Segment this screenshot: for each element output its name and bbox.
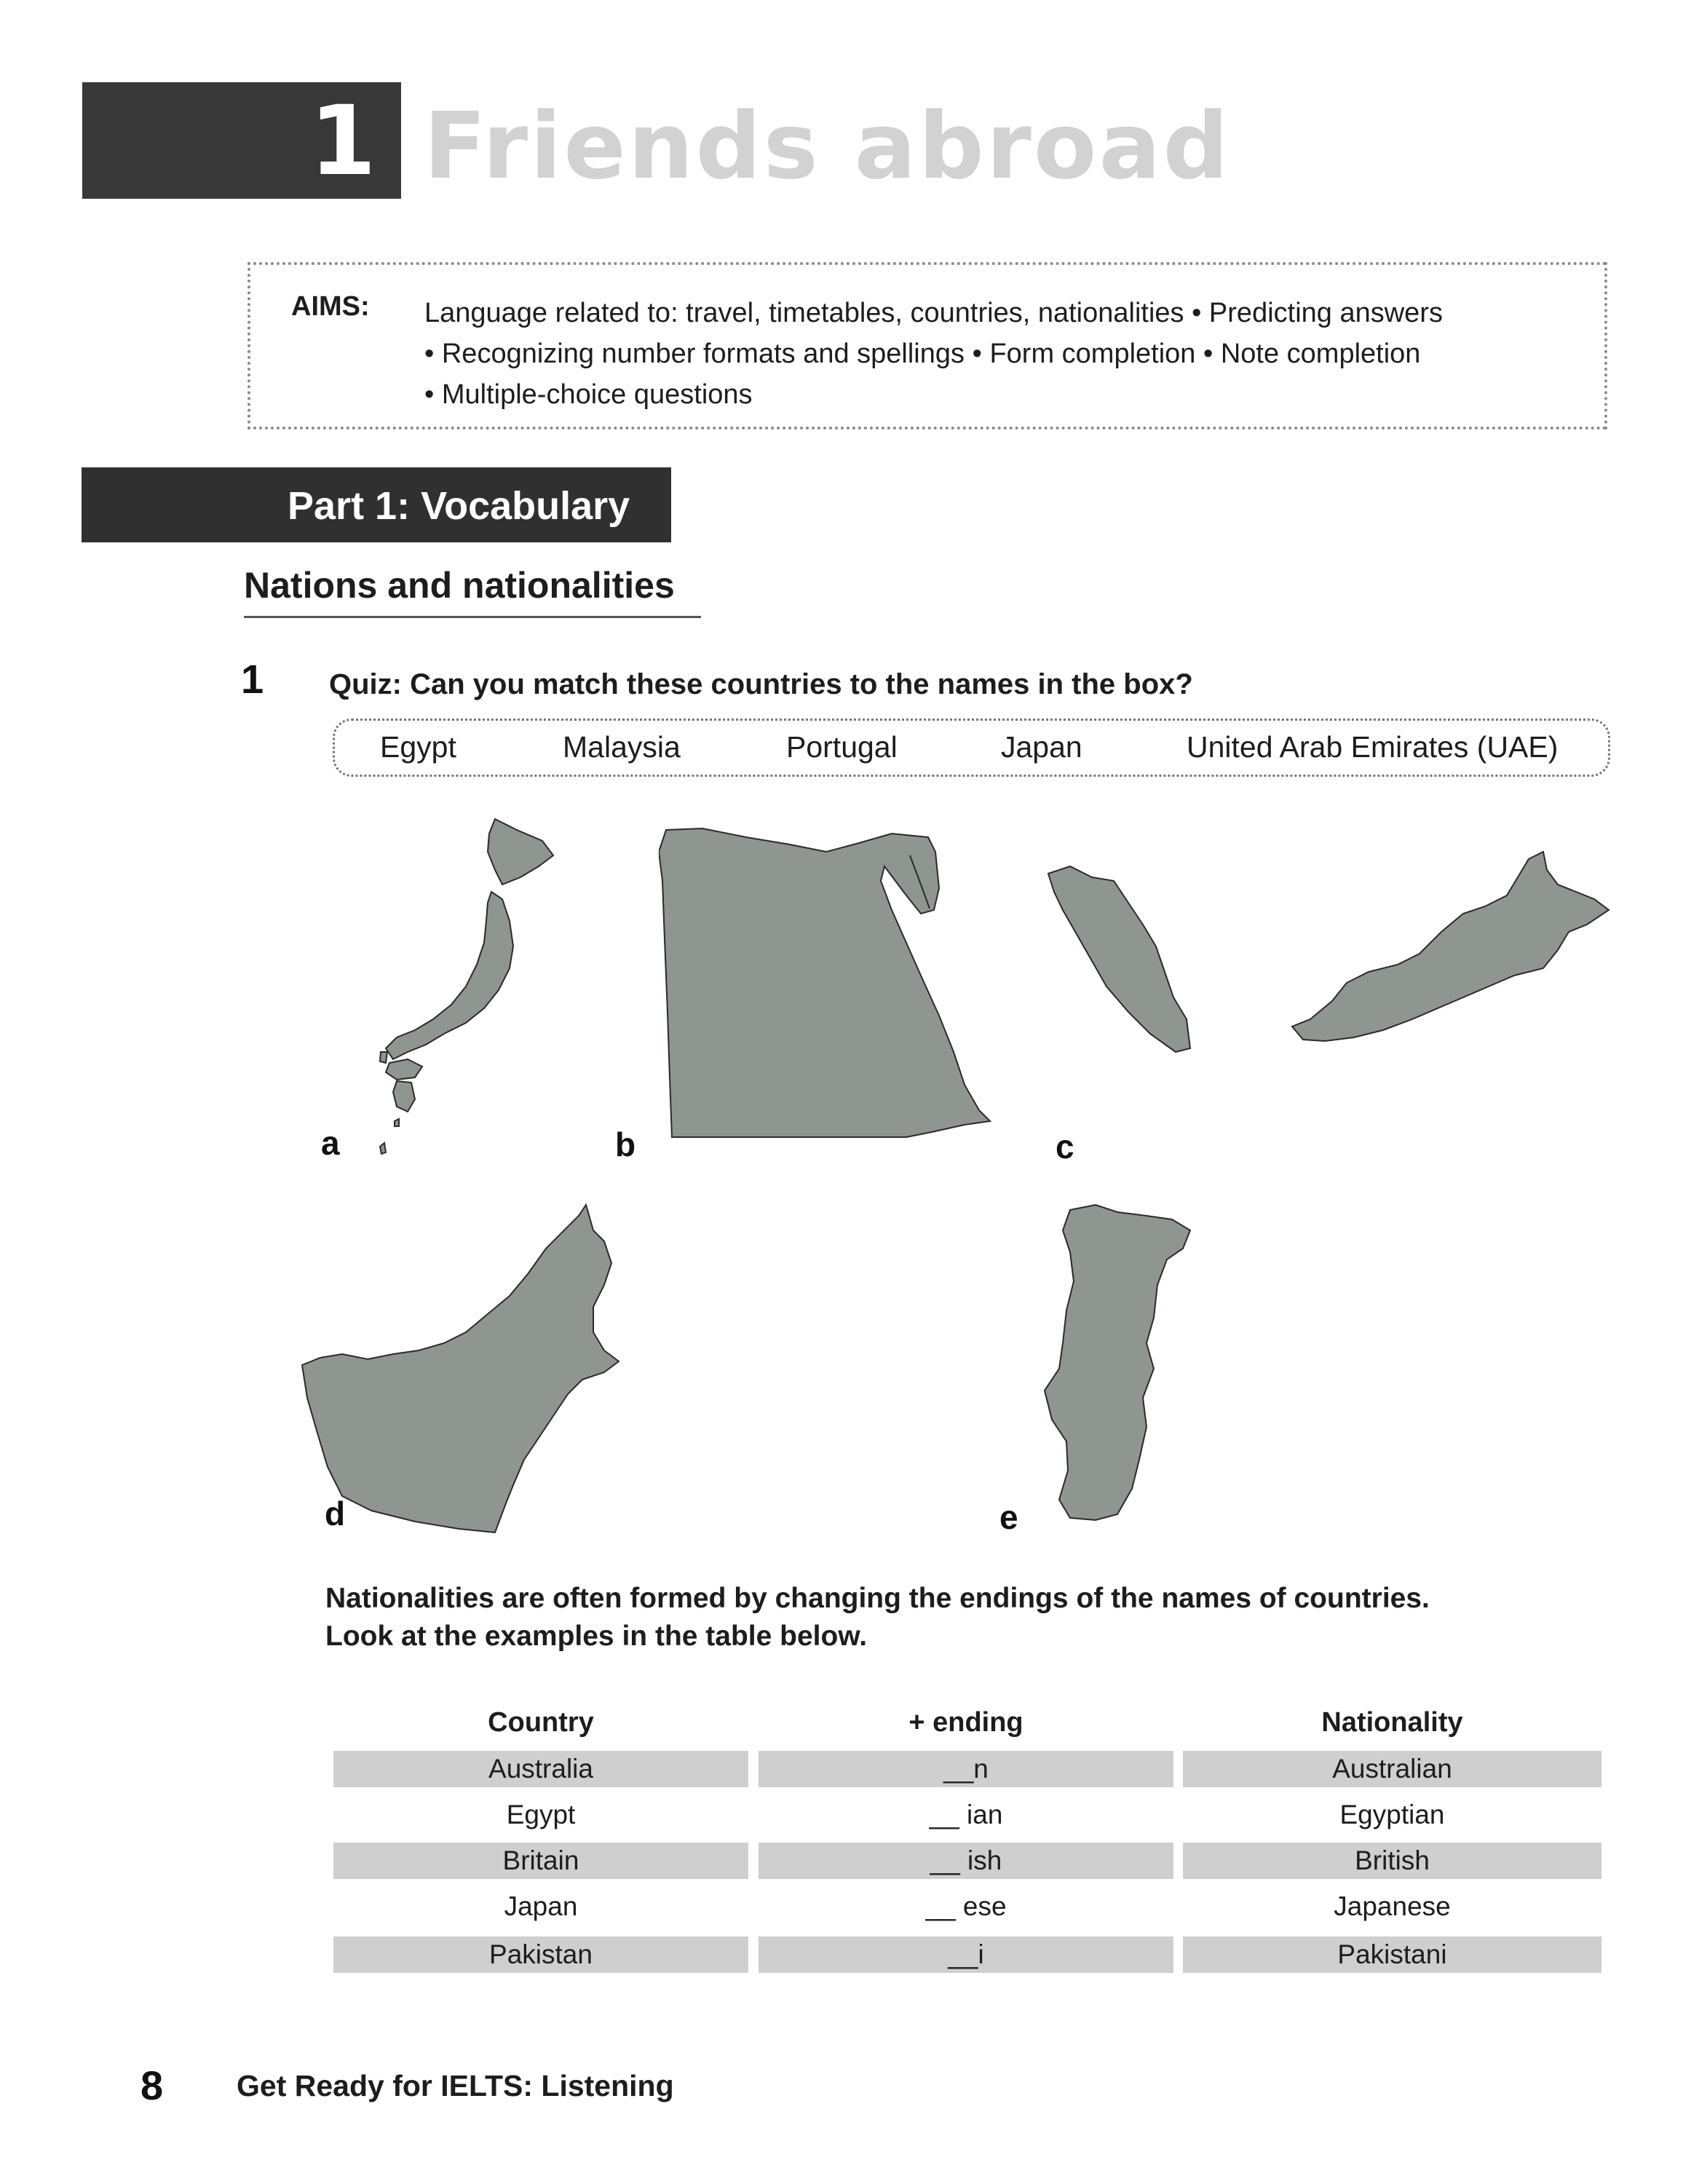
map-letter: e: [999, 1498, 1018, 1536]
map-letter: c: [1056, 1128, 1074, 1166]
table-cell-nationality: British: [1183, 1843, 1601, 1879]
table-cell-country: Britain: [333, 1843, 748, 1879]
word-box-item: Egypt: [380, 730, 456, 764]
unit-number: 1: [309, 85, 376, 197]
aims-line: Language related to: travel, timetables, countries, nationalities • Predicting answers: [424, 298, 1443, 328]
table-cell-ending: __i: [759, 1936, 1173, 1973]
map-letter: a: [321, 1124, 340, 1162]
table-header-country: Country: [488, 1707, 594, 1738]
exercise-number: 1: [241, 656, 264, 702]
map-egypt: [659, 823, 994, 1154]
table-cell-country: Australia: [333, 1751, 748, 1787]
part-title: Part 1: Vocabulary: [288, 484, 630, 528]
aims-line: • Recognizing number formats and spellings • Form completion • Note completion: [424, 339, 1421, 369]
table-cell-nationality: Japanese: [1334, 1891, 1451, 1921]
table-cell-country: Pakistan: [333, 1936, 748, 1973]
map-portugal: [1037, 1201, 1208, 1529]
nationalities-line: Nationalities are often formed by changing the endings of the names of countries.: [325, 1583, 1430, 1614]
unit-title: Friends abroad: [424, 92, 1231, 199]
word-box-item: Japan: [1001, 730, 1082, 764]
table-cell-nationality: Egyptian: [1339, 1800, 1445, 1829]
page-number: 8: [140, 2062, 164, 2108]
table-cell-ending: __ ese: [925, 1891, 1007, 1921]
table-cell-country: Egypt: [506, 1800, 576, 1829]
book-title: Get Ready for IELTS: Listening: [237, 2069, 674, 2102]
exercise-instruction: Quiz: Can you match these countries to the names in the box?: [329, 668, 1193, 700]
map-uae: [298, 1198, 713, 1547]
section-heading: Nations and nationalities: [244, 565, 675, 606]
table-cell-nationality: Pakistani: [1183, 1936, 1601, 1973]
aims-text: [424, 293, 1589, 415]
aims-line: • Multiple-choice questions: [424, 379, 753, 410]
nationalities-instruction: [325, 1580, 1577, 1655]
nationalities-line: Look at the examples in the table below.: [325, 1621, 868, 1652]
word-box-item: Malaysia: [563, 730, 681, 764]
table-cell-ending: __ ian: [929, 1800, 1003, 1829]
map-letter: b: [615, 1125, 636, 1163]
section-rule: [244, 616, 701, 618]
map-malaysia: [1034, 844, 1616, 1063]
table-cell-nationality: Australian: [1183, 1751, 1601, 1787]
table-header-nationality: Nationality: [1321, 1707, 1463, 1738]
map-letter: d: [325, 1495, 346, 1532]
table-cell-ending: __n: [759, 1751, 1173, 1787]
table-cell-ending: __ ish: [759, 1843, 1173, 1879]
table-cell-country: Japan: [504, 1891, 578, 1921]
aims-label: AIMS:: [291, 291, 370, 322]
word-box-item: United Arab Emirates (UAE): [1187, 730, 1559, 764]
word-box-item: Portugal: [786, 730, 898, 764]
map-japan: [357, 812, 568, 1161]
table-header-ending: + ending: [908, 1707, 1023, 1738]
